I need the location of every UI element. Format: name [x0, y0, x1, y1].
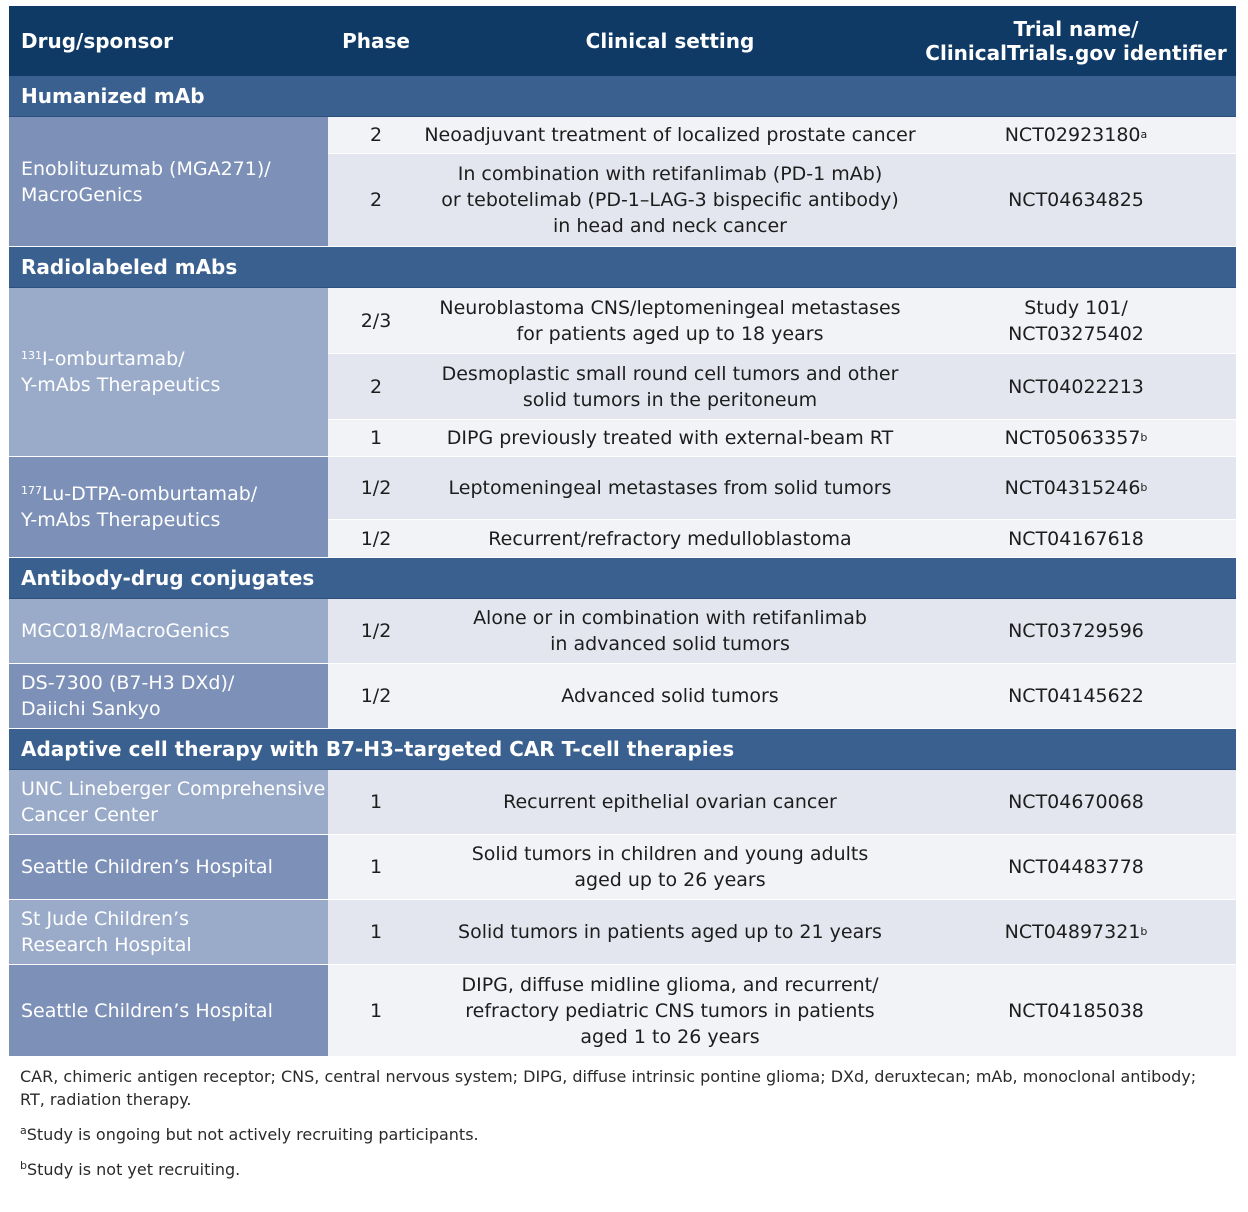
- table-row: [328, 599, 1236, 664]
- setting-text: Alone or in combination with retifanlimab in advanced solid tumors: [473, 607, 867, 655]
- group-enoblituzumab: [9, 117, 1236, 247]
- footnote-b-text: Study is not yet recruiting.: [26, 1160, 241, 1179]
- table-row: [328, 117, 1236, 154]
- table-row: [328, 354, 1236, 420]
- drug-seattle-childrens-1: Seattle Children’s Hospital: [9, 835, 328, 900]
- drug-ds7300: [9, 664, 328, 729]
- footnote-b-mark: b: [20, 1159, 27, 1172]
- footnote-a-text: Study is ongoing but not actively recruiting participants.: [26, 1125, 479, 1144]
- drug-mgc018: MGC018/MacroGenics: [9, 599, 328, 664]
- group-177lu-omburtamab: [9, 457, 1236, 558]
- table-row: [328, 900, 1236, 965]
- footnote-a-mark: a: [20, 1124, 27, 1137]
- phase-cell: 1/2: [360, 477, 392, 499]
- drug-177lu-omburtamab: [9, 457, 328, 558]
- drug-seattle-childrens-2: Seattle Children’s Hospital: [9, 965, 328, 1057]
- trial-id: NCT04897321: [1004, 921, 1141, 943]
- footnote-a: [20, 1123, 479, 1146]
- section-humanized-mab: Humanized mAb: [9, 76, 1236, 117]
- header-drug: Drug/sponsor: [21, 29, 174, 53]
- drug-enoblituzumab: [9, 117, 328, 247]
- abbreviations-note: CAR, chimeric antigen receptor; CNS, central nervous system; DIPG, diffuse intrinsic pontine glioma; DXd, deruxtecan; mAb, monoclonal antibody; RT, radiation therapy.: [20, 1067, 1197, 1109]
- group-ds7300: [9, 664, 1236, 729]
- setting-cell: [424, 154, 916, 246]
- table-row: [328, 965, 1236, 1057]
- trial-cell: NCT04167618: [1008, 527, 1144, 550]
- isotope-superscript: 131: [21, 349, 42, 362]
- drug-unc-lineberger: [9, 770, 328, 835]
- trial-cell: NCT02923180 a: [1004, 124, 1148, 146]
- setting-text: DIPG, diffuse midline glioma, and recurrent/ refractory pediatric CNS tumors in patients aged 1 to 26 years: [461, 973, 879, 1048]
- phase-cell: 2: [369, 189, 383, 211]
- drug-131i-text: [21, 346, 220, 398]
- header-phase: Phase: [342, 29, 410, 53]
- section-radiolabeled-mabs: Radiolabeled mAbs: [9, 247, 1236, 288]
- section-car-t-cell-therapies: Adaptive cell therapy with B7-H3–targeted CAR T-cell therapies: [9, 729, 1236, 770]
- trial-cell: NCT05063357 b: [1004, 427, 1148, 449]
- isotope-superscript: 177: [21, 484, 42, 497]
- group-st-jude: [9, 900, 1236, 965]
- table-row: [328, 154, 1236, 247]
- setting-text: Solid tumors in children and young adults aged up to 26 years: [471, 843, 869, 891]
- header-trial: [916, 6, 1236, 76]
- trial-id: NCT05063357: [1004, 427, 1141, 449]
- setting-cell: Neoadjuvant treatment of localized prostate cancer: [424, 124, 916, 146]
- trial-cell: [916, 288, 1236, 353]
- phase-cell: 1/2: [360, 620, 392, 642]
- trial-cell: NCT04634825: [1008, 189, 1144, 211]
- setting-text: In combination with retifanlimab (PD-1 mAb) or tebotelimab (PD-1–LAG-3 bispecific antibody) in head and neck cancer: [441, 163, 899, 237]
- setting-cell: DIPG previously treated with external-beam RT: [446, 427, 894, 449]
- section-antibody-drug-conjugates: Antibody-drug conjugates: [9, 558, 1236, 599]
- trial-id: NCT02923180: [1004, 124, 1141, 146]
- drug-ds7300-text: DS-7300 (B7-H3 DXd)/ Daiichi Sankyo: [21, 672, 235, 720]
- setting-text: Neuroblastoma CNS/leptomeningeal metastases for patients aged up to 18 years: [439, 296, 901, 345]
- trial-cell: NCT04185038: [1008, 999, 1144, 1022]
- setting-cell: Advanced solid tumors: [561, 685, 779, 707]
- table-row: [328, 457, 1236, 520]
- phase-cell: 1: [369, 921, 383, 943]
- trial-cell: NCT04022213: [1008, 375, 1144, 398]
- group-mgc018: [9, 599, 1236, 664]
- drug-st-jude: [9, 900, 328, 965]
- footnote-b: [20, 1158, 240, 1181]
- header-trial-text: Trial name/ ClinicalTrials.gov identifier: [925, 17, 1227, 65]
- drug-131i-omburtamab: [9, 288, 328, 457]
- drug-unc-text: UNC Lineberger Comprehensive Cancer Center: [21, 778, 326, 826]
- setting-cell: [424, 354, 916, 419]
- trial-cell: NCT04145622: [1008, 685, 1144, 707]
- setting-cell: Solid tumors in patients aged up to 21 years: [458, 921, 882, 943]
- phase-cell: 1: [369, 999, 383, 1022]
- setting-cell: [424, 599, 916, 663]
- setting-cell: Leptomeningeal metastases from solid tumors: [448, 477, 892, 499]
- setting-cell: [424, 965, 916, 1056]
- phase-cell: 1: [369, 791, 383, 813]
- phase-cell: 1: [369, 427, 383, 449]
- table-row: [328, 664, 1236, 729]
- trial-cell: NCT04315246 b: [1004, 477, 1148, 499]
- trial-cell: NCT04483778: [1008, 856, 1144, 878]
- header-setting: Clinical setting: [585, 29, 755, 53]
- drug-st-jude-text: St Jude Children’s Research Hospital: [21, 908, 192, 956]
- table-row: [328, 520, 1236, 558]
- setting-cell: [424, 835, 916, 899]
- phase-cell: 2: [369, 375, 383, 398]
- phase-cell: 1/2: [360, 685, 392, 707]
- setting-cell: Recurrent/refractory medulloblastoma: [488, 527, 852, 550]
- drug-enoblituzumab-text: Enoblituzumab (MGA271)/ MacroGenics: [21, 157, 271, 206]
- group-seattle-1: [9, 835, 1236, 900]
- setting-text: Desmoplastic small round cell tumors and other solid tumors in the peritoneum: [441, 362, 899, 411]
- trial-id: Study 101/ NCT03275402: [1008, 296, 1144, 345]
- drug-177lu-label: Lu-DTPA-omburtamab/ Y-mAbs Therapeutics: [21, 483, 258, 531]
- table-row: [328, 420, 1236, 457]
- table-row: [328, 835, 1236, 900]
- group-seattle-2: [9, 965, 1236, 1057]
- phase-cell: 1: [369, 856, 383, 878]
- drug-177lu-text: [21, 481, 257, 533]
- trial-cell: NCT04897321 b: [1004, 921, 1148, 943]
- phase-cell: 2: [369, 124, 383, 146]
- setting-cell: Recurrent epithelial ovarian cancer: [503, 791, 837, 813]
- setting-cell: [424, 288, 916, 353]
- group-unc: [9, 770, 1236, 835]
- trial-id: NCT04315246: [1004, 477, 1141, 499]
- trial-cell: NCT04670068: [1008, 791, 1144, 813]
- drug-131i-label: I-omburtamab/ Y-mAbs Therapeutics: [21, 348, 221, 396]
- trials-table: [9, 6, 1236, 1057]
- table-header: [9, 6, 1236, 76]
- trial-cell: NCT03729596: [1008, 620, 1144, 642]
- table-row: [328, 770, 1236, 835]
- phase-cell: 2/3: [360, 309, 392, 332]
- table-row: [328, 288, 1236, 354]
- phase-cell: 1/2: [360, 527, 392, 550]
- group-131i-omburtamab: [9, 288, 1236, 457]
